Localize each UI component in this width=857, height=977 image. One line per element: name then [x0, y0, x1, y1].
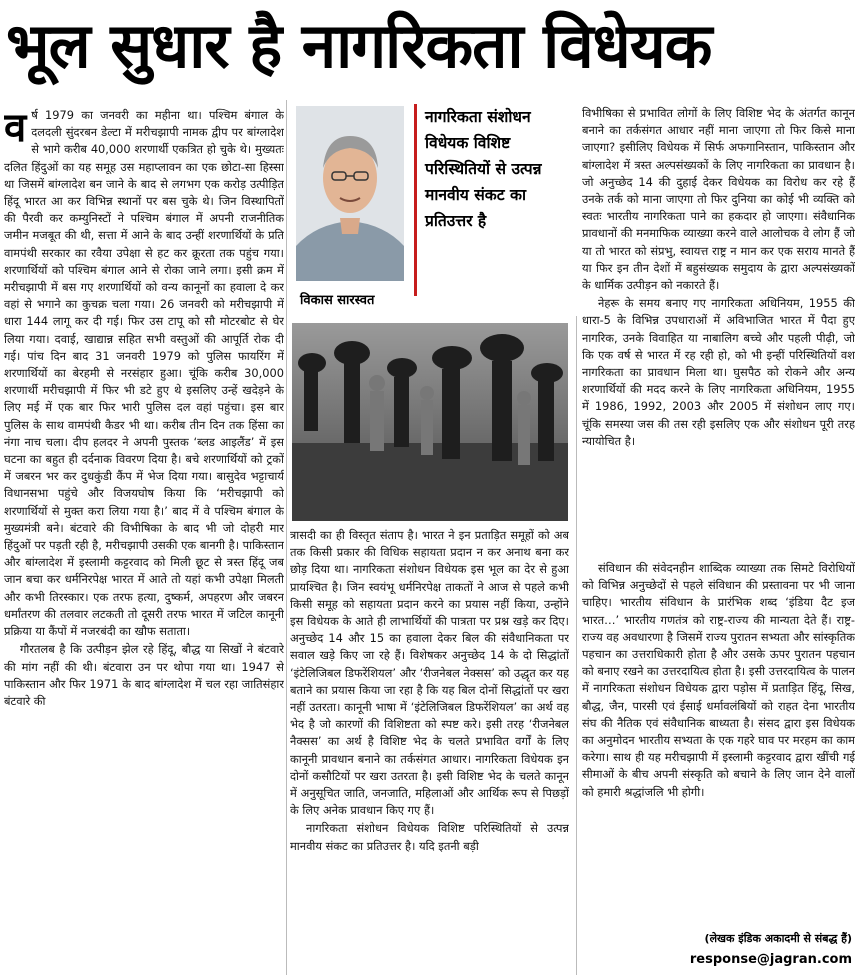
author-footnote: (लेखक इंडिक अकादमी से संबद्ध हैं): [704, 932, 852, 945]
refugees-photo-icon: [292, 323, 568, 521]
headline: भूल सुधार है नागरिकता विधेयक: [6, 9, 712, 82]
col3-para3: संविधान की संवेदनहीन शाब्दिक व्याख्या तक सिमटे विरोधियों को विभिन्न अनुच्छेदों से पहले संविधान की प्रस्तावना पर भी जाना चाहिए। भारतीय संविधान के प्रारंभिक शब्द ‘इंडिया दैट इज भारत…’ भारतीय गणतंत्र को राष्ट्र-राज्य की मान्यता देते हैं। राष्ट्र-राज्य वह अवधारणा है जिसमें राज्य पुरातन सभ्यता और सांस्कृतिक पहचान का उत्तराधिकारी होता है और उसके ऊपर पुरातन पहचान को बनाए रखने का उत्तरदायित्व होता है। इसी उत्तरदायित्व के पालन में नागरिकता संशोधन विधेयक द्वारा पड़ोस में प्रताड़ित हिंदू, सिख, बौद्ध, जैन, पारसी एवं ईसाई धर्मावलंबियों को राहत देना भारतीय संघ की नैतिक एवं संवैधानिक बाध्यता है। संसद द्वारा इस विधेयक का अनुमोदन भारतीय सभ्यता के एक गहरे घाव पर मरहम का काम करेगा। साथ ही यह मरीचझापी में इस्लामी कट्टरवाद द्वारा खींची गई सीमाओं के बीच अपनी संस्कृति को बचाने के लिए जान देने वालों को हमारी श्रद्धांजलि भी होगी।: [582, 561, 855, 799]
col3-para2: नेहरू के समय बनाए गए नागरिकता अधिनियम, 1955 की धारा-5 के विभिन्न उपधाराओं में अविभाजित भारत में पैदा हुए नागरिक, उनके विवाहित या नाबालिग बच्चे और पहली पीढ़ी, जो कि एक वर्ष से भारत में रह रही हो, को भी इन्हीं परिस्थितियों वश नागरिकता का प्रावधान मिला था। घुसपैठ को रोकने और अन्य शरणार्थियों की मदद करने के लिए नागरिकता अधिनियम, 1955 में 1986, 1992, 2003 और 2005 में संशोधन लाए गए। चूंकि समस्या जस की तस रही इसलिए एक और संशोधन पूरी तरह न्यायोचित है।: [582, 296, 855, 448]
article-column-2: [290, 527, 569, 977]
column-divider: [286, 100, 287, 975]
col1-para1: र्ष 1979 का जनवरी का महीना था। पश्चिम बंगाल के दलदली सुंदरबन डेल्टा में मरीचझापी नामक द्वीप पर बांग्लादेश से भागे करीब 40,000 शरणार्थी एकत्रित हो चुके थे। मुख्यतः दलित हिंदुओं का यह समूह उस महाप्लावन का एक छोटा-सा हिस्सा था जिसमें बांग्लादेश बन जाने के बाद से लगभग एक करोड़ उत्पीड़ित हिंदू भारत आ कर विभिन्न स्थानों पर बस चुके थे। जिन विस्थापितों की पैरवी कर कम्युनिस्टों ने पश्चिम बंगाल में अपनी राजनीतिक जमीन मजबूत की थी, सत्ता में आने के बाद उन्हीं शरणार्थियों के प्रति वामपंथी सरकार का रवैया उपेक्षा से हट कर क्रूरता तक पहुंच गया। शरणार्थियों को पश्चिम बंगाल आने से रोका जाने लगा। इसी क्रम में मरीचझापी में बस गए शरणार्थियों को वन्य कानूनों का हवाला दे कर वहां से भगाने का कुचक्र चला गया। 26 जनवरी को मरीचझापी में धारा 144 लागू कर दी गई। फिर उस टापू को सौ मोटरबोट से घेर लिया गया। दवाई, खाद्यान्न सहित सभी वस्तुओं की आपूर्ति रोक दी गई। पांच दिन बाद 31 जनवरी 1979 को पुलिस फायरिंग में शरणार्थियों का बेरहमी से नरसंहार हुआ। चूंकि करीब 30,000 शरणार्थी मरीचझापी में फिर भी डटे हुए थे इसलिए उन्हें खदेड़ने के लिए मई में एक बार फिर भारी पुलिस दल वहां पहुंचा। इस बार पुलिस के साथ वामपंथी कैडर भी था। करीब तीन दिन तक हिंसा का नंगा नाच चला। दीप हलदर ने अपनी पुस्तक ‘ब्लड आइलैंड’ में इस घटना का बहुत ही दर्दनाक विवरण दिया है। बचे शरणार्थियों को ट्रकों में जबरन भर कर दुधकुंडी कैंप में भेज दिया गया। बासुदेव भट्टाचार्य विधानसभा पहुंचे और विजयघोष किया कि ‘मरीचझापी को शरणार्थियों से मुक्त करा लिया गया है।’ बाद में वे पश्चिम बंगाल के मुख्यमंत्री बने। बंटवारे की विभीषिका के बाद भी जो दोहरी मार हिंदुओं पर पड़ती रही है, मरीचझापी उसकी एक बानगी है। पाकिस्तान और बांग्लादेश में इस्लामी कट्टरवाद को मिली छूट से त्रस्त हिंदू जब जान बचा कर धर्मनिरपेक्ष भारत में आते तो यहां कभी उपेक्षा मिलती और कभी तिरस्कार। एक तरफ हत्या, दुष्कर्म, अपहरण और जबरन धर्मांतरण की तलवार लटकती तो दूसरी तरफ भारत में जटिल कानूनी प्रक्रिया या कैंपों में नजरबंदी का खौफ सताता।: [4, 108, 284, 639]
pull-quote: नागरिकता संशोधन विधेयक विशिष्ट परिस्थितियों से उत्पन्न मानवीय संकट का प्रतिउत्तर है: [414, 104, 574, 296]
col3-para1: विभीषिका से प्रभावित लोगों के लिए विशिष्ट भेद के अंतर्गत कानून बनाने का तर्कसंगत आधार नहीं माना जाएगा तो फिर किसे माना जाएगा? इसीलिए विधेयक में सिर्फ अफगानिस्तान, पाकिस्तान और बांग्लादेश में त्रस्त अल्पसंख्यकों के लिए नागरिकता का प्रावधान है। जो अनुच्छेद 14 की दुहाई देकर विधेयक का विरोध कर रहे हैं उनके तर्क को माना जाएगा तो फिर दुनिया का कोई भी व्यक्ति को स्वतः भारतीय नागरिकता पाने का हकदार हो जाएगा। संवैधानिक प्रावधानों की मनमाफिक व्याख्या करने वाले आलोचक वे लोग हैं जो या तो भारत को संप्रभु, स्वायत्त राष्ट्र न मान कर एक सराय मानते हैं या फिर इन तीन देशों में बहुसंख्यक समुदाय के द्वारा अल्पसंख्यकों के धार्मिक उत्पीड़न को नकारते हैं।: [582, 106, 855, 293]
article-column-3-cont: [582, 560, 855, 895]
response-email[interactable]: response@jagran.com: [689, 952, 852, 967]
col2-para2: नागरिकता संशोधन विधेयक विशिष्ट परिस्थितियों से उत्पन्न मानवीय संकट का प्रतिउत्तर है। यदि इतनी बड़ी: [290, 821, 569, 853]
col2-para1: त्रासदी का ही विस्तृत संताप है। भारत ने इन प्रताड़ित समूहों को अब तक किसी प्रकार की विधिक सहायता प्रदान न कर अनाथ बना कर छोड़ दिया था। नागरिकता संशोधन विधेयक इस भूल का देर से हुआ प्रायश्चित है। जिन स्वयंभू धर्मनिरपेक्ष ताकतों ने आज से पहले कभी किसी समूह को सहायता प्रदान करने का प्रयास नहीं किया, उन्होंने इस विधेयक के आते ही लाभार्थियों की पात्रता पर प्रश्न खड़े कर दिए। अनुच्छेद 14 और 15 का हवाला देकर बिल की संवैधानिकता पर सवाल खड़े किए जा रहे हैं। विशेषकर अनुच्छेद 14 के दो सिद्धांतों ‘इंटेलिजिबल डिफरेंशियल’ और ‘रीजनेबल नेक्सस’ को उद्धृत कर यह बताने का प्रयास किया जा रहा है कि यह बिल दोनों सिद्धांतों पर खरा नहीं उतरता। कानूनी भाषा में ‘इंटेलिजिबल डिफरेंशियल’ का अर्थ वह भेद है जो कारणों की विशिष्टता को स्पष्ट करे। इसी तरह ‘रीजनेबल नैक्सस’ का अर्थ है विशिष्ट भेद के चलते प्रभावित वर्गों के लिए कानूनी प्रावधान बनाने का तर्कसंगत आधार। नागरिकता विधेयक इन दोनों कसौटियों पर खरा उतरता है। इसी विशिष्ट भेद के चलते कानून में अनुसूचित जाति, जनजाति, महिलाओं और आर्थिक रूप से पिछड़ों के लिए अनेक प्रावधान किए गए हैं।: [290, 528, 569, 818]
article-column-3: [582, 105, 855, 560]
col1-para2: गौरतलब है कि उत्पीड़न झेल रहे हिंदू, बौद्ध या सिखों ने बंटवारे की मांग नहीं की थी। बंटवारा उन पर थोपा गया था। 1947 से पाकिस्तान और फिर 1971 के बाद बांग्लादेश में चल रहा जातिसंहार बंटवारे की: [4, 642, 284, 708]
author-box: [290, 100, 580, 316]
article-column-1: [4, 107, 284, 975]
dropcap: व: [4, 107, 27, 151]
author-name: विकास सारस्वत: [300, 293, 375, 308]
author-portrait-icon: [296, 106, 404, 281]
